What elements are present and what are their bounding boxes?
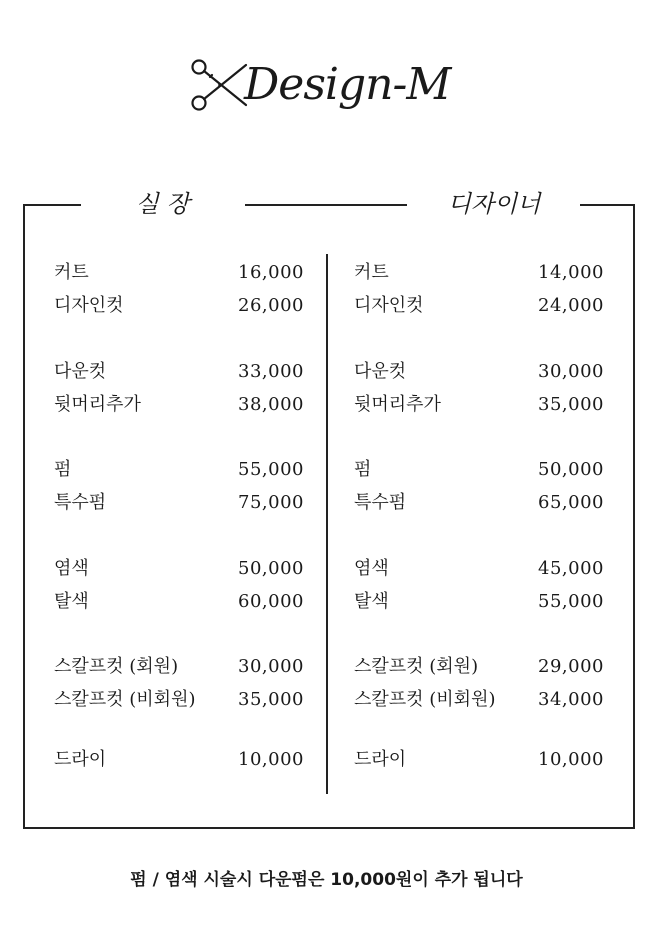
service-name: 디자인컷 — [354, 295, 424, 316]
service-price: 10,000 — [538, 749, 604, 770]
service-price: 55,000 — [538, 591, 604, 612]
service-name: 펌 — [54, 459, 72, 480]
service-price: 50,000 — [238, 558, 304, 579]
service-name: 특수펌 — [354, 492, 407, 513]
list-item — [54, 359, 304, 385]
service-name: 뒷머리추가 — [54, 394, 141, 415]
list-item — [54, 293, 304, 319]
list-item — [354, 359, 604, 385]
list-item — [354, 392, 604, 418]
service-name: 다운컷 — [354, 361, 407, 382]
service-name: 커트 — [354, 262, 389, 283]
service-name: 다운컷 — [54, 361, 107, 382]
column-heading-designer: 디자이너 — [447, 190, 541, 218]
service-price: 60,000 — [238, 591, 304, 612]
list-item — [354, 490, 604, 516]
list-item — [354, 293, 604, 319]
scissors-icon — [186, 53, 250, 117]
service-name: 스칼프컷 (회원) — [54, 656, 179, 677]
frame-top-line — [580, 204, 635, 206]
list-item — [354, 747, 604, 773]
service-name: 드라이 — [354, 749, 407, 770]
list-item — [54, 392, 304, 418]
list-item — [54, 556, 304, 582]
list-item — [54, 457, 304, 483]
service-price: 75,000 — [238, 492, 304, 513]
service-price: 24,000 — [538, 295, 604, 316]
list-item — [354, 556, 604, 582]
column-divider — [326, 254, 328, 794]
brand-name: Design-M — [244, 59, 451, 110]
list-item — [54, 589, 304, 615]
list-item — [354, 654, 604, 680]
service-name: 탈색 — [54, 591, 89, 612]
list-item — [54, 687, 304, 713]
column-heading-head-stylist: 실 장 — [135, 190, 190, 218]
list-item — [354, 589, 604, 615]
service-name: 드라이 — [54, 749, 107, 770]
frame-top-line — [245, 204, 407, 206]
list-item — [354, 260, 604, 286]
list-item — [54, 747, 304, 773]
service-name: 디자인컷 — [54, 295, 124, 316]
list-item — [354, 687, 604, 713]
service-price: 35,000 — [538, 394, 604, 415]
service-price: 29,000 — [538, 656, 604, 677]
service-price: 38,000 — [238, 394, 304, 415]
list-item — [354, 457, 604, 483]
service-price: 16,000 — [238, 262, 304, 283]
service-name: 탈색 — [354, 591, 389, 612]
service-price: 50,000 — [538, 459, 604, 480]
service-price: 45,000 — [538, 558, 604, 579]
service-name: 염색 — [54, 558, 89, 579]
service-price: 65,000 — [538, 492, 604, 513]
service-price: 30,000 — [238, 656, 304, 677]
service-price: 30,000 — [538, 361, 604, 382]
list-item — [54, 654, 304, 680]
service-name: 뒷머리추가 — [354, 394, 441, 415]
service-price: 34,000 — [538, 689, 604, 710]
list-item — [54, 490, 304, 516]
service-price: 35,000 — [238, 689, 304, 710]
frame-top-line — [23, 204, 81, 206]
service-name: 펌 — [354, 459, 372, 480]
service-price: 33,000 — [238, 361, 304, 382]
service-name: 커트 — [54, 262, 89, 283]
service-name: 스칼프컷 (비회원) — [354, 689, 496, 710]
service-name: 염색 — [354, 558, 389, 579]
footer-note: 펌 / 염색 시술시 다운펌은 10,000원이 추가 됩니다 — [130, 870, 523, 890]
service-name: 스칼프컷 (비회원) — [54, 689, 196, 710]
service-price: 14,000 — [538, 262, 604, 283]
service-name: 스칼프컷 (회원) — [354, 656, 479, 677]
service-price: 55,000 — [238, 459, 304, 480]
brand-logo — [186, 50, 476, 120]
service-price: 10,000 — [238, 749, 304, 770]
service-name: 특수펌 — [54, 492, 107, 513]
service-price: 26,000 — [238, 295, 304, 316]
list-item — [54, 260, 304, 286]
